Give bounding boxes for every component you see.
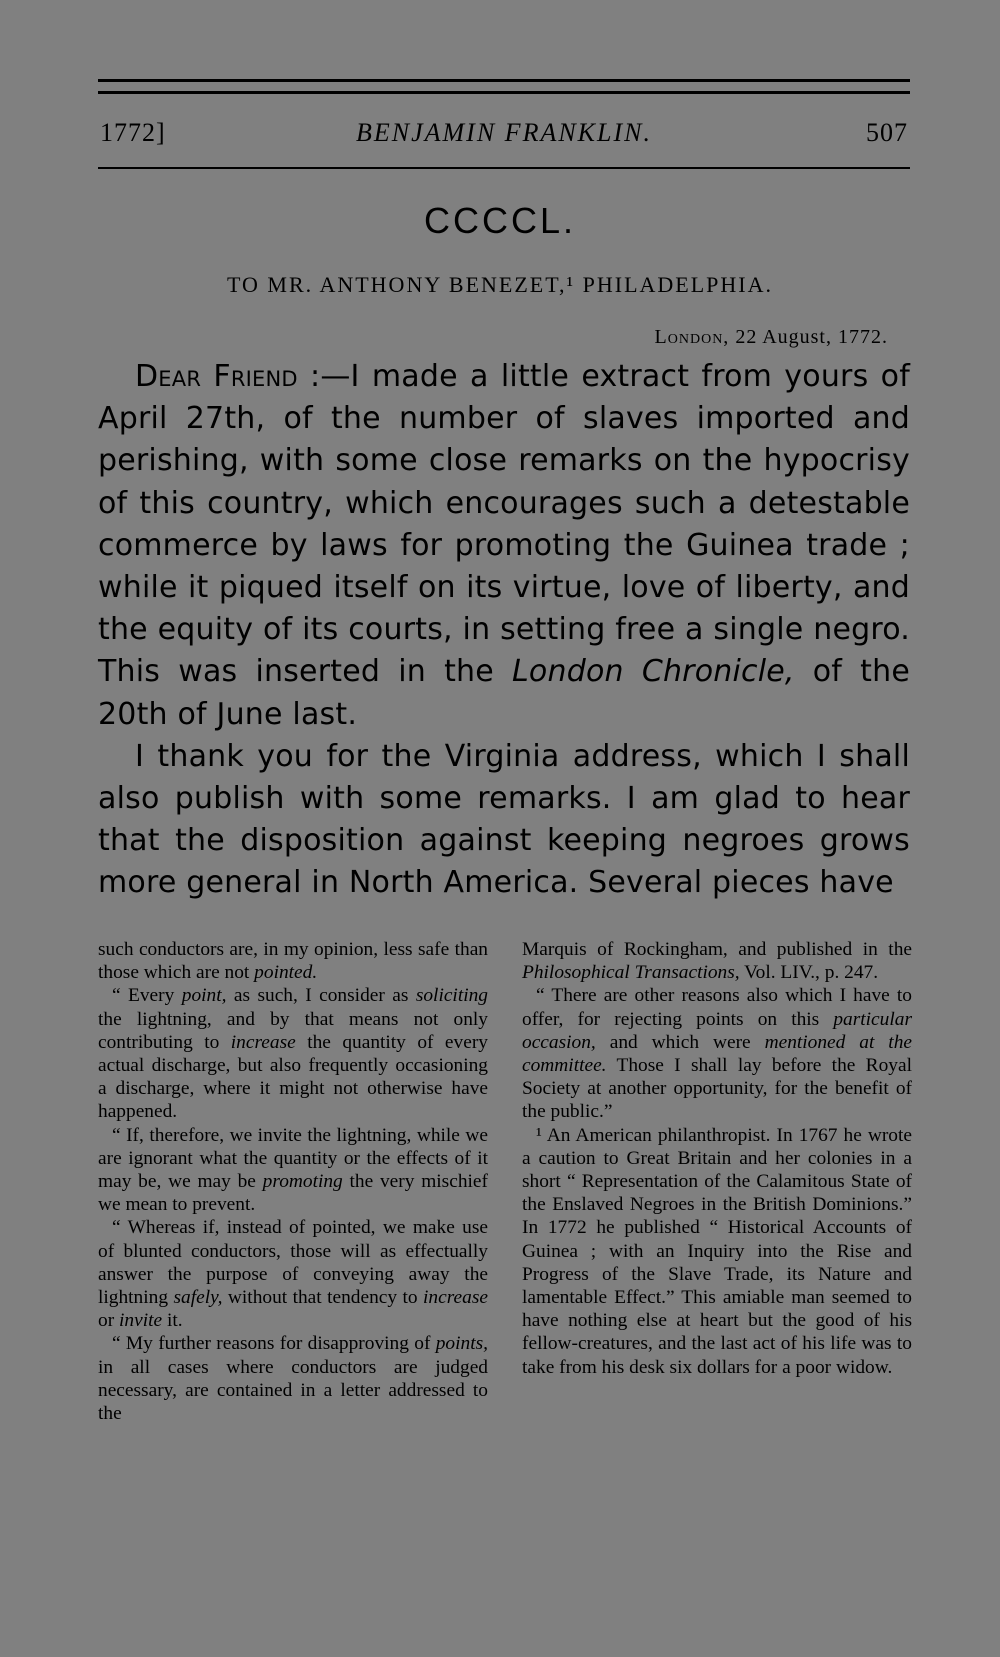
footnote-paragraph	[98, 1124, 488, 1217]
top-rule	[98, 79, 910, 82]
footnote-paragraph	[98, 1332, 488, 1425]
dateline-date: 22 August, 1772.	[735, 326, 888, 348]
footnote-text: Marquis of Rockingham, and published in the	[522, 939, 912, 960]
letter-dateline	[655, 326, 888, 349]
newspaper-title: London Chronicle,	[512, 654, 795, 690]
footnote-italic: increase	[423, 1287, 489, 1309]
dateline-place: London,	[654, 326, 730, 348]
footnote-text: “ My further reasons for disapproving of	[112, 1333, 436, 1355]
letter-addressee: TO MR. ANTHONY BENEZET,¹ PHILADELPHIA.	[227, 272, 773, 297]
body-text: :—I made a little extract from yours of April 27th, of the number of slaves imported and perishing, with some close remarks on the hypocrisy of this country, which encourages such a detestable commerce by laws for promoting the Guinea trade ; while it piqued itself on its virtue, love of liberty, and the equity of its courts, in setting free a single negro. This was inserted in the	[98, 359, 910, 690]
running-head	[98, 118, 910, 152]
footnote-italic: promoting	[262, 1171, 343, 1193]
footnote-text: without that tendency to	[222, 1287, 424, 1309]
top-rule-double	[98, 91, 910, 94]
body-paragraph-1	[98, 356, 910, 736]
footnote-text: it.	[162, 1310, 183, 1332]
footnote-paragraph	[98, 1216, 488, 1332]
footnote-text: Vol. LIV., p. 247.	[739, 962, 879, 984]
footnote-italic: increase	[230, 1031, 296, 1053]
footnote-text: the quantity of every actual discharge, but also frequently occasioning a discharge, where it might not otherwise have happened.	[98, 1031, 488, 1123]
running-head-rule	[98, 167, 910, 169]
footnote-text: such conductors are, in my opinion, less safe than those which are not	[98, 939, 488, 984]
footnote-italic: pointed.	[254, 962, 318, 984]
body-text: of the 20th of June last.	[98, 654, 911, 732]
body-paragraph-2: I thank you for the Virginia address, which I shall also publish with some remarks. I am glad to hear that the disposition against keeping negroes grows more general in North America. Several pieces have	[98, 738, 910, 901]
footnote-paragraph	[98, 984, 488, 1123]
footnote-text: the lightning, and by that means not only contributing to	[98, 1008, 488, 1053]
letter-number: CCCCL.	[423, 200, 576, 241]
footnote-text: in all cases where conductors are judged necessary, are contained in a letter addressed to the	[98, 1356, 488, 1425]
footnote-paragraph	[522, 984, 912, 1123]
footnote-italic: Philosophical Transactions,	[522, 962, 740, 984]
footnote-text: and which were	[595, 1031, 765, 1053]
page-number: 507	[866, 118, 908, 147]
letter-body	[98, 356, 910, 905]
footnote-benezet: ¹ An American philanthropist. In 1767 he wrote a caution to Great Britain and her colonies in a short “ Representation of the Calamitous State of the Enslaved Negroes in the British Dominions.” In 1772 he published “ Historical Accounts of Guinea ; with an Inquiry into the Rise and Progress of the Slave Trade, its Nature and lamentable Effect.” This amiable man seemed to have nothing else at heart but the good of his fellow-creatures, and the last act of his life was to take from his desk six dollars for a poor widow.	[522, 1124, 912, 1378]
running-head-year: 1772]	[100, 118, 166, 147]
footnote-text: or	[98, 1310, 120, 1332]
footnote-column-right	[522, 938, 912, 1379]
footnote-italic: points,	[435, 1333, 488, 1355]
footnote-text: “ Every	[112, 985, 182, 1007]
footnote-italic: mentioned at the committee.	[522, 1031, 912, 1077]
footnote-text: Those I shall lay before the Royal Society at another opportunity, for the benefit of the public.”	[522, 1055, 912, 1123]
salutation: Dear Friend	[135, 359, 298, 394]
footnote-italic: particular occasion,	[522, 1008, 912, 1053]
footnote-italic: safely,	[173, 1287, 223, 1309]
running-head-title: BENJAMIN FRANKLIN.	[356, 118, 652, 147]
footnote-column-left	[98, 938, 488, 1425]
footnote-text: “ If, therefore, we invite the lightning, while we are ignorant what the quantity or the effects of it may be, we may be	[98, 1124, 488, 1193]
footnote-paragraph	[98, 938, 488, 984]
footnote-text: the very mischief we mean to prevent.	[98, 1171, 488, 1216]
footnote-paragraph	[522, 938, 912, 984]
footnote-italic: invite	[119, 1310, 163, 1332]
footnote-text: as such, I consider as	[226, 985, 416, 1007]
footnote-italic: soliciting	[415, 985, 488, 1007]
footnote-text: “ Whereas if, instead of pointed, we make use of blunted conductors, those will as effectually answer the purpose of conveying away the lightning	[98, 1217, 488, 1309]
footnote-text: “ There are other reasons also which I have to offer, for rejecting points on this	[522, 985, 912, 1030]
footnote-italic: point,	[181, 985, 227, 1007]
